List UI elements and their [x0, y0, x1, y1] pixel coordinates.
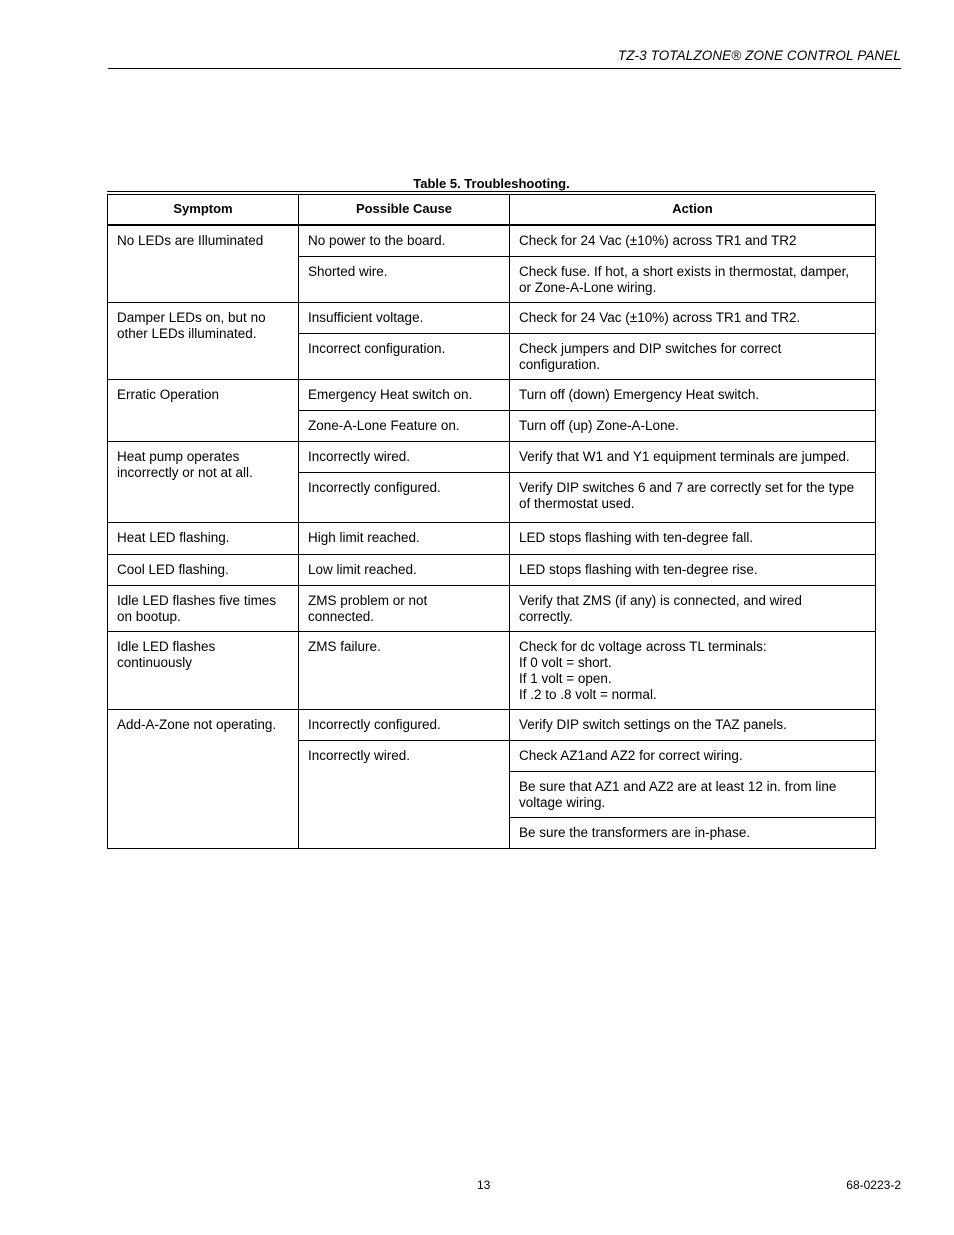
cell-text-line: If 0 volt = short.	[519, 655, 612, 670]
cell-text-line: Verify that ZMS (if any) is connected, and wired	[519, 593, 802, 608]
possible-cause-cell	[299, 442, 510, 473]
cell-text-line: continuously	[117, 655, 193, 670]
action-cell	[510, 225, 876, 257]
possible-cause-cell	[299, 303, 510, 334]
cell-text-line: Verify that W1 and Y1 equipment terminals are jumped.	[519, 449, 850, 464]
cell-text-line: correctly.	[519, 609, 573, 624]
cell-text-line: ZMS failure.	[308, 639, 381, 654]
table-row	[108, 380, 876, 411]
action-cell	[510, 741, 876, 772]
action-cell	[510, 772, 876, 818]
cell-text-line: Heat LED flashing.	[117, 530, 230, 545]
table-row	[108, 225, 876, 257]
cell-text-line: configuration.	[519, 357, 601, 372]
table-top-rule	[107, 191, 875, 192]
cell-text-line: Add-A-Zone not operating.	[117, 717, 277, 732]
cell-text-line: Low limit reached.	[308, 562, 417, 577]
table-row	[108, 710, 876, 741]
cell-text-line: Verify DIP switches 6 and 7 are correctly set for the type	[519, 480, 855, 495]
table-row	[108, 555, 876, 586]
cell-text-line: Insufficient voltage.	[308, 310, 424, 325]
table-row	[108, 303, 876, 334]
cell-text-line: If .2 to .8 volt = normal.	[519, 687, 657, 702]
symptom-cell	[108, 555, 299, 586]
action-cell	[510, 555, 876, 586]
cell-text-line: Idle LED flashes five times	[117, 593, 277, 608]
cell-text-line: Heat pump operates	[117, 449, 240, 464]
cell-text-line: connected.	[308, 609, 375, 624]
cell-text-line: Incorrect configuration.	[308, 341, 446, 356]
running-header-title: TZ-3 TOTALZONE® ZONE CONTROL PANEL	[617, 48, 901, 63]
cell-text-line: of thermostat used.	[519, 496, 635, 511]
possible-cause-cell	[299, 411, 510, 442]
action-cell	[510, 303, 876, 334]
action-cell	[510, 257, 876, 303]
header-divider	[108, 68, 901, 69]
table-row	[108, 442, 876, 473]
possible-cause-cell	[299, 523, 510, 555]
possible-cause-cell	[299, 380, 510, 411]
cell-text-line: Incorrectly configured.	[308, 480, 441, 495]
cell-text-line: Incorrectly configured.	[308, 717, 441, 732]
cell-text-line: Zone-A-Lone Feature on.	[308, 418, 460, 433]
page-number: 13	[477, 1178, 491, 1192]
symptom-cell	[108, 586, 299, 632]
symptom-cell	[108, 225, 299, 303]
cell-text-line: on bootup.	[117, 609, 181, 624]
symptom-cell	[108, 442, 299, 523]
cell-text-line: incorrectly or not at all.	[117, 465, 253, 480]
cell-text-line: Check for dc voltage across TL terminals:	[519, 639, 767, 654]
cell-text-line: Check for 24 Vac (±10%) across TR1 and TR2.	[519, 310, 801, 325]
table-body	[108, 225, 876, 849]
cell-text-line: Shorted wire.	[308, 264, 388, 279]
possible-cause-cell	[299, 555, 510, 586]
action-cell	[510, 710, 876, 741]
cell-text-line: ZMS problem or not	[308, 593, 428, 608]
cell-text-line: voltage wiring.	[519, 795, 606, 810]
possible-cause-cell	[299, 257, 510, 303]
possible-cause-cell	[299, 334, 510, 380]
cell-text-line: Verify DIP switch settings on the TAZ panels.	[519, 717, 787, 732]
possible-cause-cell	[299, 632, 510, 710]
action-cell	[510, 442, 876, 473]
table-row	[108, 632, 876, 710]
action-cell	[510, 334, 876, 380]
troubleshooting-table	[107, 194, 876, 849]
action-cell	[510, 586, 876, 632]
cell-text-line: LED stops flashing with ten-degree rise.	[519, 562, 758, 577]
action-cell	[510, 523, 876, 555]
action-cell	[510, 380, 876, 411]
possible-cause-cell	[299, 225, 510, 257]
cell-text-line: Idle LED flashes	[117, 639, 216, 654]
action-cell	[510, 818, 876, 849]
action-cell	[510, 632, 876, 710]
cell-text-line: High limit reached.	[308, 530, 420, 545]
possible-cause-cell	[299, 473, 510, 523]
cell-text-line: Emergency Heat switch on.	[308, 387, 473, 402]
symptom-cell	[108, 632, 299, 710]
column-header-action: Action	[510, 195, 876, 226]
cell-text-line: If 1 volt = open.	[519, 671, 612, 686]
table-caption: Table 5. Troubleshooting.	[413, 176, 570, 191]
possible-cause-cell	[299, 710, 510, 741]
symptom-cell	[108, 380, 299, 442]
cell-text-line: LED stops flashing with ten-degree fall.	[519, 530, 754, 545]
symptom-cell	[108, 303, 299, 380]
cell-text-line: Incorrectly wired.	[308, 449, 411, 464]
cell-text-line: Check jumpers and DIP switches for correct	[519, 341, 782, 356]
cell-text-line: Check AZ1and AZ2 for correct wiring.	[519, 748, 743, 763]
action-cell	[510, 473, 876, 523]
document-number: 68-0223-2	[846, 1178, 901, 1192]
table-row	[108, 523, 876, 555]
cell-text-line: Erratic Operation	[117, 387, 220, 402]
table-row	[108, 586, 876, 632]
cell-text-line: Check fuse. If hot, a short exists in thermostat, damper,	[519, 264, 850, 279]
cell-text-line: Turn off (up) Zone-A-Lone.	[519, 418, 679, 433]
column-header-possible-cause: Possible Cause	[299, 195, 510, 226]
cell-text-line: Turn off (down) Emergency Heat switch.	[519, 387, 760, 402]
cell-text-line: Incorrectly wired.	[308, 748, 411, 763]
cell-text-line: Damper LEDs on, but no	[117, 310, 266, 325]
cell-text-line: other LEDs illuminated.	[117, 326, 257, 341]
cell-text-line: Check for 24 Vac (±10%) across TR1 and TR2	[519, 233, 797, 248]
cell-text-line: No LEDs are Illuminated	[117, 233, 264, 248]
cell-text-line: or Zone-A-Lone wiring.	[519, 280, 657, 295]
cell-text-line: Be sure the transformers are in-phase.	[519, 825, 751, 840]
column-header-symptom: Symptom	[108, 195, 299, 226]
cell-text-line: Cool LED flashing.	[117, 562, 229, 577]
symptom-cell	[108, 710, 299, 849]
cell-text-line: Be sure that AZ1 and AZ2 are at least 12 in. from line	[519, 779, 837, 794]
cell-text-line: No power to the board.	[308, 233, 446, 248]
table-header-row	[108, 195, 876, 226]
action-cell	[510, 411, 876, 442]
possible-cause-cell	[299, 586, 510, 632]
symptom-cell	[108, 523, 299, 555]
possible-cause-cell	[299, 741, 510, 849]
